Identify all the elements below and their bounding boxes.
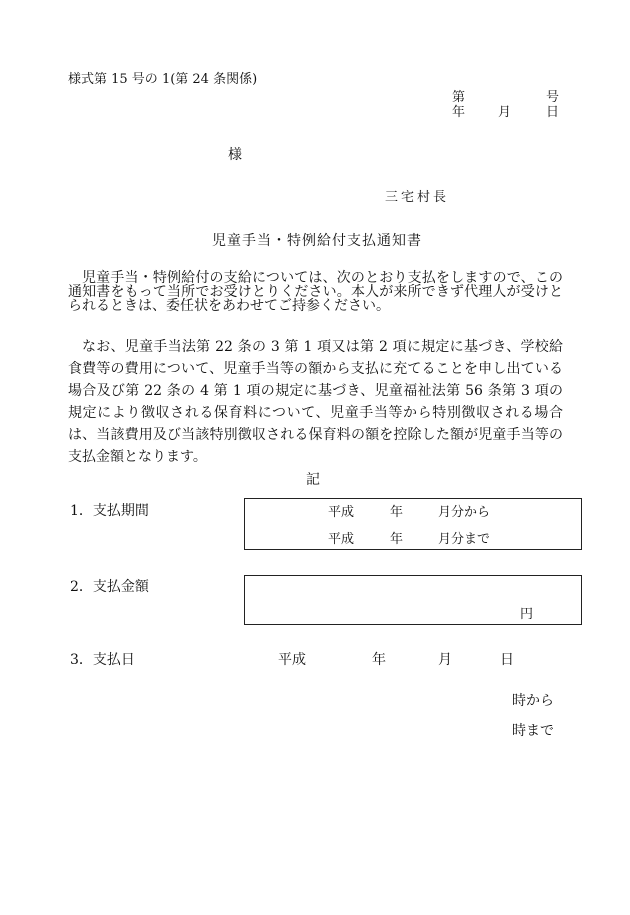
period-from-era: 平成 bbox=[328, 505, 355, 520]
addressee-suffix: 様 bbox=[228, 147, 242, 163]
date-month: 月 bbox=[438, 652, 452, 668]
time-from: 時から bbox=[512, 693, 554, 709]
header-dai: 第 bbox=[452, 90, 466, 105]
date-year: 年 bbox=[372, 652, 386, 668]
period-to-year: 年 bbox=[390, 532, 404, 547]
date-label: 3．支払日 bbox=[70, 652, 135, 668]
amount-unit: 円 bbox=[520, 607, 534, 622]
form-number: 様式第 15 号の 1(第 24 条関係) bbox=[68, 72, 258, 87]
notice-paragraph-2: なお、児童手当法第 22 条の 3 第 1 項又は第 2 項に規定に基づき、学校給食費等の費用について、児童手当等の額から支払に充てることを申し出ている場合及び第 22 条の 4 第 1 項の規定に基づき、児童福祉法第 56 条第 3 項の規定により徴収される保育料について、児童手当等から特別徴収される場合は、当該費用及び当該特別徴収される保育料の額を控除した額が児童手当等の支払金額となります。 bbox=[68, 339, 563, 465]
date-era: 平成 bbox=[278, 652, 306, 668]
period-label: 1．支払期間 bbox=[70, 503, 149, 519]
header-day: 日 bbox=[546, 105, 560, 120]
date-day: 日 bbox=[500, 652, 514, 668]
document-title: 児童手当・特例給付支払通知書 bbox=[212, 233, 422, 249]
amount-label: 2．支払金額 bbox=[70, 579, 149, 595]
notice-paragraph-1: 児童手当・特例給付の支給については、次のとおり支払をしますので、この通知書をもって当所でお受けとりください。本人が来所できず代理人が受けとられるときは、委任状をあわせてご持参ください。 bbox=[68, 270, 563, 314]
header-month: 月 bbox=[498, 105, 512, 120]
period-from-month: 月分から bbox=[438, 505, 491, 520]
issuer: 三宅村長 bbox=[385, 190, 450, 205]
time-to: 時まで bbox=[512, 723, 554, 739]
ki-marker: 記 bbox=[306, 472, 320, 488]
period-box bbox=[244, 498, 582, 550]
period-to-era: 平成 bbox=[328, 532, 355, 547]
header-year: 年 bbox=[452, 105, 466, 120]
header-go: 号 bbox=[546, 90, 560, 105]
period-to-month: 月分まで bbox=[438, 532, 491, 547]
period-from-year: 年 bbox=[390, 505, 404, 520]
